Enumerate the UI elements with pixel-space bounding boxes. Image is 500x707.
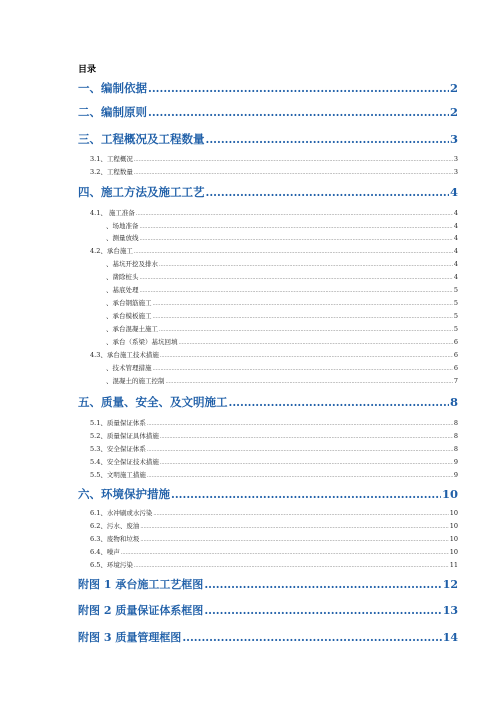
- toc-entry[interactable]: [106, 376, 458, 386]
- toc-entry-page: 4: [449, 185, 458, 199]
- toc-entry[interactable]: [90, 444, 458, 454]
- toc-entry-page: 4: [453, 209, 458, 217]
- toc-entry[interactable]: [90, 547, 458, 557]
- toc-entry[interactable]: [90, 457, 458, 467]
- toc-entry-label: 、技术管理措施: [106, 364, 152, 372]
- toc-entry-page: 3: [453, 155, 458, 163]
- toc-entry-label: 、承台模板施工: [106, 312, 152, 320]
- toc-entry-label: 、测量放线: [106, 234, 139, 242]
- toc-entry-label: 6.5、环境污染: [90, 561, 133, 569]
- toc-entry-label: 四、施工方法及施工工艺: [78, 185, 205, 199]
- toc-entry-label: 5.5、文明施工措施: [90, 471, 146, 479]
- toc-entry[interactable]: [78, 486, 458, 502]
- toc-entry[interactable]: [90, 470, 458, 480]
- toc-entry[interactable]: [90, 350, 458, 360]
- toc-entry-page: 2: [449, 105, 458, 119]
- toc-entry[interactable]: [106, 298, 458, 308]
- toc-entry-page: 7: [453, 377, 458, 385]
- toc-entry-page: 8: [453, 419, 458, 427]
- toc-entry-label: 3.1、工程概况: [90, 155, 133, 163]
- toc-entry-label: 、基坑开挖及排水: [106, 260, 158, 268]
- toc-entry-page: 6: [453, 351, 458, 359]
- toc-entry-page: 9: [453, 458, 458, 466]
- toc-entry-label: 、凿除桩头: [106, 273, 139, 281]
- toc-entry-page: 10: [449, 522, 458, 530]
- toc-entry-label: 3.2、工程数量: [90, 168, 133, 176]
- toc-entry-label: 、混凝土的施工控制: [106, 377, 165, 385]
- toc-entry[interactable]: [78, 104, 458, 120]
- toc-entry-label: 一、编制依据: [78, 81, 147, 95]
- toc-entry-page: 6: [453, 364, 458, 372]
- toc-entry[interactable]: [78, 603, 458, 619]
- toc-entry-label: 5.4、安全保证技术措施: [90, 458, 159, 466]
- toc-entry-label: 、承台混凝土施工: [106, 325, 158, 333]
- toc-entry[interactable]: [106, 311, 458, 321]
- toc-entry-label: 4.1、 施工准备: [90, 209, 135, 217]
- toc-entry[interactable]: [78, 394, 458, 410]
- toc-entry-page: 2: [449, 81, 458, 95]
- toc-entry-label: 、基底处理: [106, 286, 139, 294]
- toc-entry-label: 三、工程概况及工程数量: [78, 132, 205, 146]
- toc-entry-page: 14: [442, 631, 458, 644]
- toc-entry[interactable]: [78, 577, 458, 593]
- toc-entry-label: 五、质量、安全、及文明施工: [78, 395, 228, 409]
- toc-entry[interactable]: [106, 285, 458, 295]
- toc-title: 目录: [78, 65, 97, 75]
- toc-entry-page: 12: [442, 578, 458, 591]
- toc-entry[interactable]: [90, 167, 458, 177]
- toc-entry[interactable]: [78, 630, 458, 646]
- toc-entry-page: 8: [449, 395, 458, 409]
- toc-entry[interactable]: [106, 221, 458, 231]
- toc-entry-page: 9: [453, 471, 458, 479]
- toc-entry-page: 8: [453, 432, 458, 440]
- toc-entry-label: 5.2、质量保证具体措施: [90, 432, 159, 440]
- toc-entry-page: 13: [442, 604, 458, 617]
- toc-entry-page: 8: [453, 445, 458, 453]
- toc-entry-page: 5: [453, 325, 458, 333]
- toc-entry-label: 5.3、安全保证体系: [90, 445, 146, 453]
- toc-entry[interactable]: [106, 337, 458, 347]
- toc-entry-label: 6.2、污水、废油: [90, 522, 140, 530]
- toc-entry[interactable]: [90, 431, 458, 441]
- toc-entry[interactable]: [90, 508, 458, 518]
- toc-entry[interactable]: [78, 80, 458, 96]
- toc-entry-page: 5: [453, 286, 458, 294]
- toc-entry-page: 4: [453, 222, 458, 230]
- toc-entry-page: 4: [453, 260, 458, 268]
- toc-entry[interactable]: [78, 131, 458, 147]
- toc-entry-label: 、承台（系梁）基坑回填: [106, 338, 178, 346]
- toc-entry-label: 4.2、承台施工: [90, 247, 133, 255]
- toc-entry-label: 6.1、水冲刷或水污染: [90, 509, 153, 517]
- toc-entry[interactable]: [90, 208, 458, 218]
- toc-entry-page: 4: [453, 234, 458, 242]
- toc-entry[interactable]: [90, 246, 458, 256]
- toc-entry[interactable]: [106, 324, 458, 334]
- toc-entry-label: 附图 1 承台施工工艺框图: [78, 578, 204, 591]
- toc-entry-page: 5: [453, 312, 458, 320]
- toc-entry[interactable]: [90, 154, 458, 164]
- toc-entry[interactable]: [106, 259, 458, 269]
- toc-entry-page: 4: [453, 273, 458, 281]
- toc-entry-page: 10: [449, 509, 458, 517]
- toc-entry[interactable]: [106, 363, 458, 373]
- toc-entry-label: 附图 3 质量管理框图: [78, 631, 182, 644]
- toc-entry[interactable]: [90, 418, 458, 428]
- toc-entry-page: 10: [449, 548, 458, 556]
- toc-entry-page: 10: [441, 487, 458, 501]
- toc-entry[interactable]: [106, 272, 458, 282]
- toc-entry-page: 3: [453, 168, 458, 176]
- toc-entry-page: 3: [449, 132, 458, 146]
- toc-entry[interactable]: [90, 560, 458, 570]
- toc-entry-page: 6: [453, 338, 458, 346]
- toc-entry-page: 11: [449, 561, 458, 569]
- toc-entry-page: 4: [453, 247, 458, 255]
- toc-entry-label: 6.3、废物和垃圾: [90, 535, 140, 543]
- toc-entry[interactable]: [106, 233, 458, 243]
- toc-entry-label: 4.3、承台施工技术措施: [90, 351, 159, 359]
- toc-entry-page: 10: [449, 535, 458, 543]
- toc-entry-label: 5.1、质量保证体系: [90, 419, 146, 427]
- toc-entry-label: 、承台钢筋施工: [106, 299, 152, 307]
- toc-entry-label: 6.4、噪声: [90, 548, 120, 556]
- toc-entry-label: 六、环境保护措施: [78, 487, 170, 501]
- toc-entry-label: 二、编制原则: [78, 105, 147, 119]
- toc-entry[interactable]: [90, 534, 458, 544]
- toc-entry[interactable]: [90, 521, 458, 531]
- toc-entry-label: 附图 2 质量保证体系框图: [78, 604, 204, 617]
- toc-entry-label: 、场地准备: [106, 222, 139, 230]
- toc-entry-page: 5: [453, 299, 458, 307]
- toc-entry[interactable]: [78, 184, 458, 200]
